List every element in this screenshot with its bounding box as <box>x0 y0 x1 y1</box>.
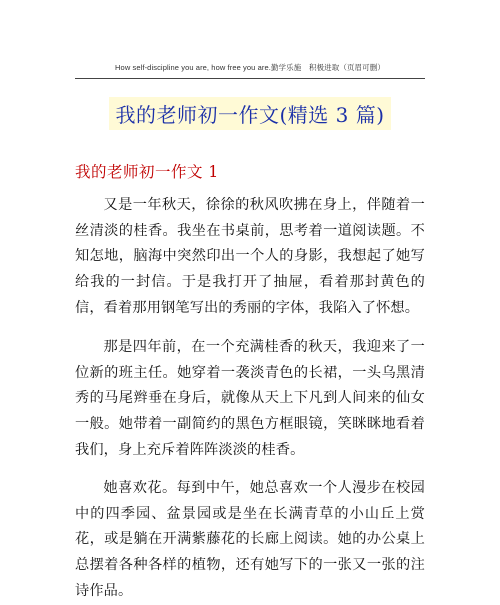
section-heading: 我的老师初一作文 1 <box>75 163 219 181</box>
paragraph-3: 她喜欢花。每到中午，她总喜欢一个人漫步在校园中的四季园、盆景园或是坐在长满青草的小山丘上赏花，或是躺在开满紫藤花的长廊上阅读。她的办公桌上总摆着各种各样的植物，还有她写下的一张又一张的注诗作品。 <box>75 480 425 599</box>
page-header: How self-discipline you are, how free you are.勤学乐施 积极进取（页眉可删） <box>115 63 385 72</box>
document-title-block <box>0 97 500 130</box>
document-title: 我的老师初一作文(精选 3 篇) <box>109 97 390 130</box>
paragraph-2: 那是四年前，在一个充满桂香的秋天，我迎来了一位新的班主任。她穿着一袭淡青色的长裙，一头乌黑清秀的马尾辫垂在身后，就像从天上下凡到人间来的仙女一般。她带着一副简约的黑色方框眼镜，笑眯眯地看着我们，身上充斥着阵阵淡淡的桂香。 <box>75 339 425 458</box>
paragraph-1: 又是一年秋天，徐徐的秋风吹拂在身上，伴随着一丝清淡的桂香。我坐在书桌前，思考着一道阅读题。不知怎地，脑海中突然印出一个人的身影，我想起了她写给我的一封信。于是我打开了抽屉，看着那封黄色的信，看着那用钢笔写出的秀丽的字体，我陷入了怀想。 <box>75 197 425 316</box>
header-divider <box>75 78 425 79</box>
